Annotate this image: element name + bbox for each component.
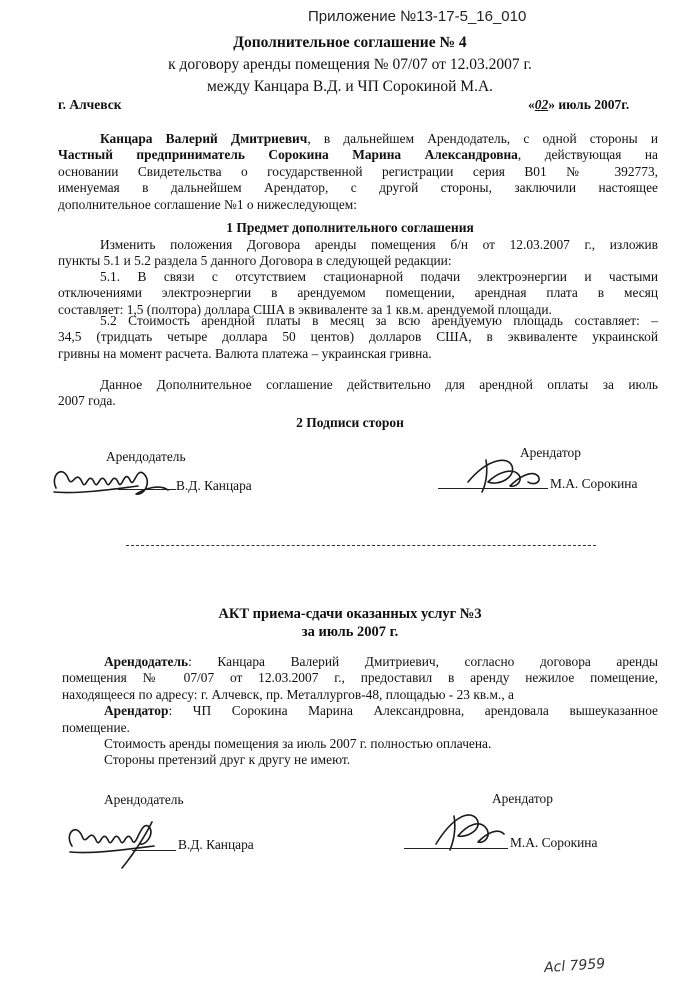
agreement-lessor-signature-line — [118, 489, 176, 490]
act-lessor-name: В.Д. Канцара — [178, 837, 254, 852]
act-lessor-signature-image — [62, 812, 180, 874]
section-divider — [126, 545, 596, 546]
act-title: АКТ приема-сдачи оказанных услуг №3 — [218, 606, 482, 622]
act-tenant-name: М.А. Сорокина — [510, 835, 598, 850]
intro-line: Частный предприниматель Сорокина Марина Александровна, действующая на — [58, 147, 658, 163]
act-line: Арендодатель: Канцара Валерий Дмитриевич, согласно договора аренды — [104, 654, 658, 669]
validity-paragraph — [58, 377, 658, 410]
agreement-lessor-label: Арендодатель — [106, 449, 186, 464]
act-lessor-signature-line — [132, 850, 176, 851]
body-line: 5.1. В связи с отсутствием стационарной подачи электроэнергии и частыми — [100, 269, 658, 284]
act-line: Стороны претензий друг к другу не имеют. — [104, 752, 351, 768]
act-line: помещение. — [62, 719, 130, 735]
act-line: Арендатор: ЧП Сорокина Марина Александровна, арендовала вышеуказанное — [104, 703, 658, 719]
body-line: пункты 5.1 и 5.2 раздела 5 данного Договора в следующей редакции: — [58, 253, 452, 269]
act-line: находящееся по адресу: г. Алчевск, пр. Металлургов-48, площадью - 23 кв.м., а — [62, 686, 514, 702]
clause-5-2 — [58, 313, 658, 362]
act-body — [62, 654, 658, 769]
date-quote-close: » — [548, 97, 555, 112]
act-tenant-signature-line — [404, 848, 508, 849]
body-line: 5.2 Стоимость арендной платы в месяц за всю арендуемую площадь составляет: – — [100, 313, 658, 328]
section1-heading: 1 Предмет дополнительного соглашения — [226, 220, 474, 235]
body-line: 34,5 (тридцать четыре доллара 50 центов) долларов США, в эквиваленте украинской — [58, 329, 658, 345]
section1-body — [58, 237, 658, 270]
annex-label: Приложение №13-17-5_16_010 — [308, 8, 527, 25]
body-line: отключениями электроэнергии в арендуемом помещении, арендная плата в месяц — [58, 285, 658, 301]
body-line: Изменить положения Договора аренды помещения б/н от 12.03.2007 г., изложив — [100, 237, 658, 252]
intro-line: основании Свидетельства о государственной регистрации серия В01 № 392773, — [58, 163, 658, 179]
agreement-lessor-name: В.Д. Канцара — [176, 478, 252, 493]
act-subtitle: за июль 2007 г. — [301, 624, 399, 640]
lessor-signature-image — [48, 456, 178, 506]
intro-line: Канцара Валерий Дмитриевич, в дальнейшем Арендодатель, с одной стороны и — [100, 131, 659, 146]
act-line: Стоимость аренды помещения за июль 2007 г. полностью оплачена. — [104, 736, 492, 752]
agreement-subtitle-parties: между Канцара В.Д. и ЧП Сорокиной М.А. — [206, 78, 494, 95]
body-line: составляет: 1,5 (полтора) доллара США в эквиваленте за 1 кв.м. арендуемой площади. — [58, 301, 552, 317]
act-line: помещения № 07/07 от 12.03.2007 г., предоставил в аренду нежилое помещение, — [62, 670, 658, 686]
tenant-signature-image — [458, 452, 558, 496]
agreement-title: Дополнительное соглашение № 4 — [233, 34, 467, 51]
agreement-tenant-signature-line — [438, 488, 548, 489]
body-line: 2007 года. — [58, 393, 116, 409]
city: г. Алчевск — [58, 97, 122, 112]
section2-heading: 2 Подписи сторон — [296, 415, 404, 430]
date-day: 02 — [534, 97, 549, 112]
act-lessor-label: Арендодатель — [104, 792, 184, 807]
act-tenant-label: Арендатор — [492, 791, 553, 806]
date-month-year: июль 2007г. — [555, 97, 630, 112]
intro-paragraph — [58, 131, 658, 213]
intro-line: дополнительное соглашение №1 о нижеследующем: — [58, 196, 357, 212]
agreement-subtitle-contract: к договору аренды помещения № 07/07 от 12.03.2007 г. — [168, 56, 532, 73]
agreement-tenant-name: М.А. Сорокина — [550, 476, 638, 491]
date-quote-open: « — [528, 97, 535, 112]
clause-5-1 — [58, 269, 658, 318]
body-line: Данное Дополнительное соглашение действительно для арендной оплаты за июль — [100, 377, 658, 392]
intro-line: именуемая в дальнейшем Арендатор, с другой стороны, заключили настоящее — [58, 180, 658, 196]
handwritten-registry-note: Acl 7959 — [543, 955, 606, 977]
agreement-tenant-label: Арендатор — [520, 445, 581, 460]
body-line: гривны на момент расчета. Валюта платежа – украинская гривна. — [58, 345, 432, 361]
agreement-date — [528, 97, 629, 113]
